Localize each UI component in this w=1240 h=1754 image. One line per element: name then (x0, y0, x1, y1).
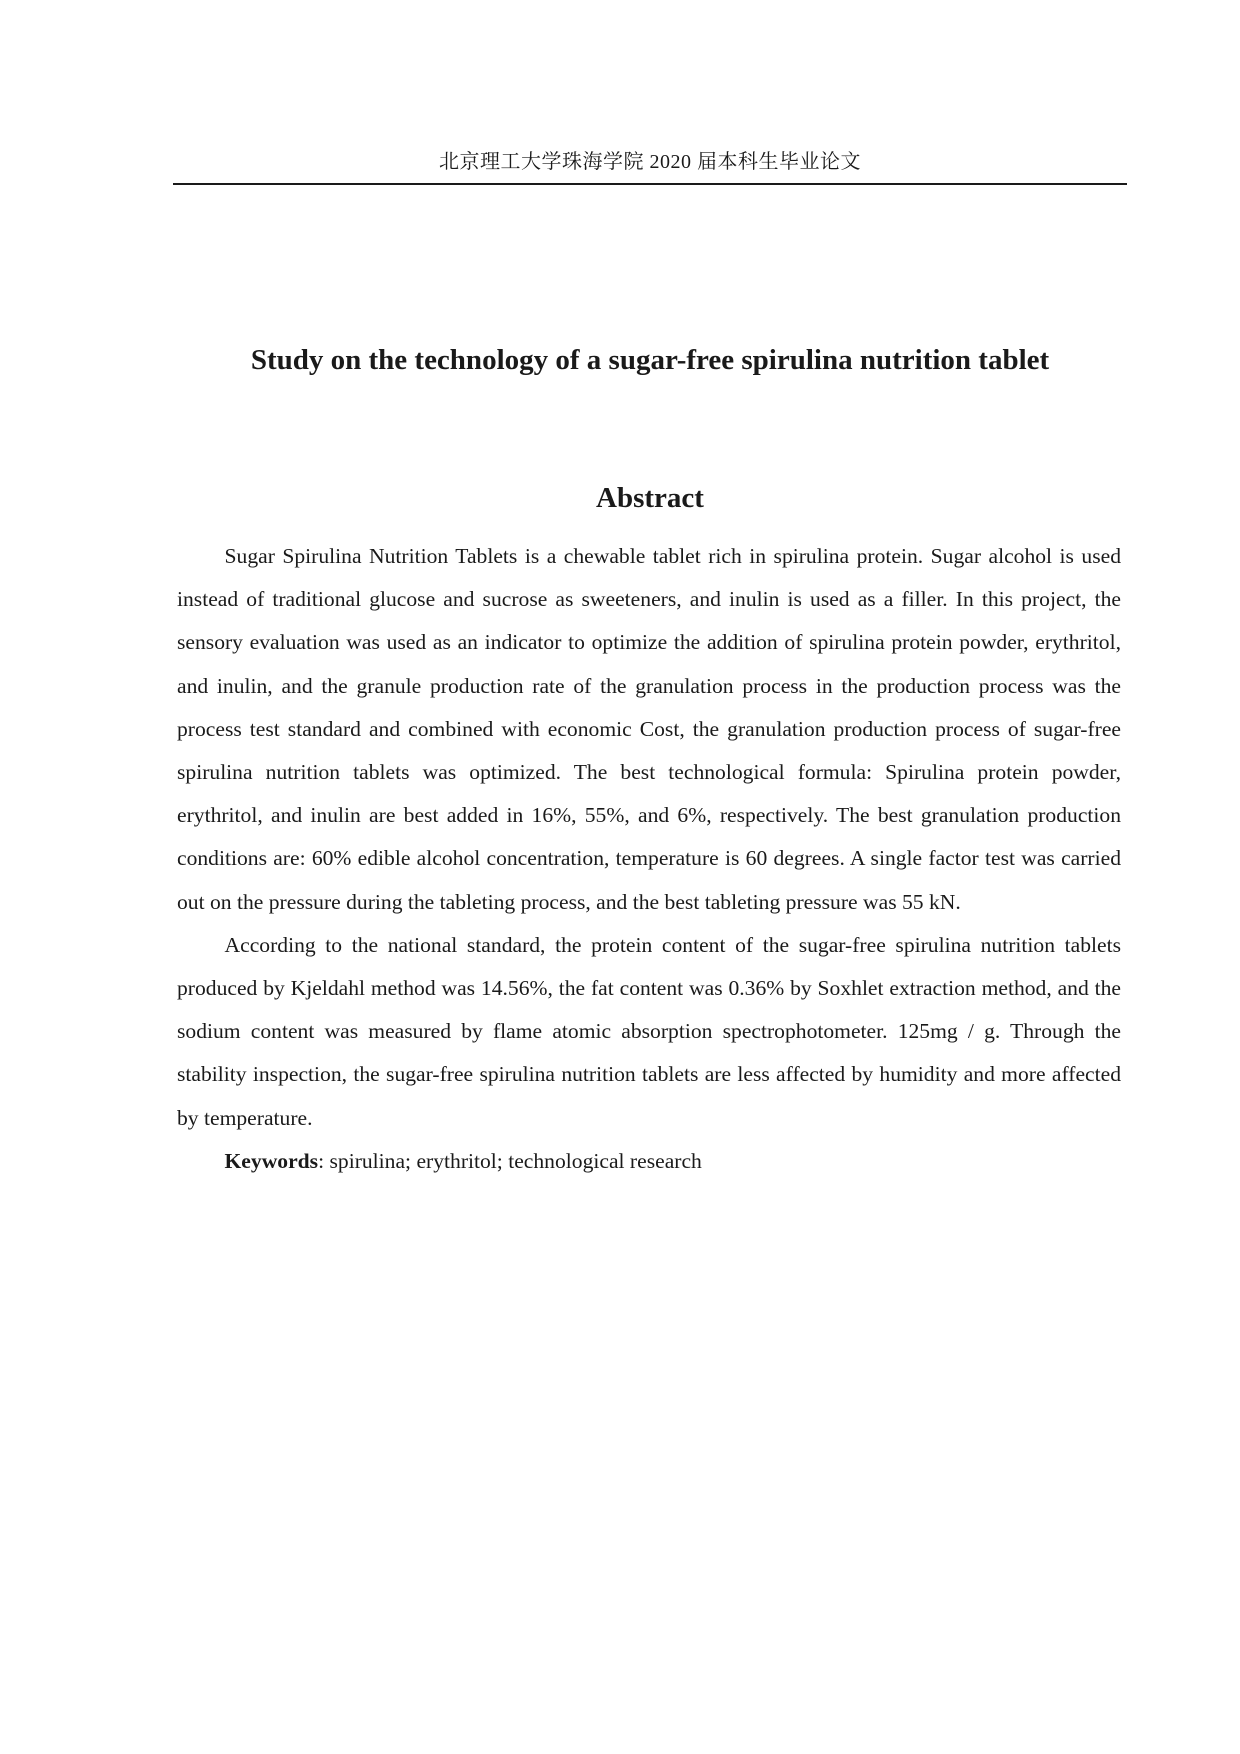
abstract-heading: Abstract (596, 482, 704, 514)
abstract-paragraph-2: According to the national standard, the protein content of the sugar-free spirulina nutrition tablets produced by Kjeldahl method was 14.56%, the fat content was 0.36% by Soxhlet extraction method, and the sodium content was measured by flame atomic absorption spectrophotometer. 125mg / g. Through the stability inspection, the sugar-free spirulina nutrition tablets are less affected by humidity and more affected by temperature. (177, 932, 1121, 1130)
running-header: 北京理工大学珠海学院 2020 届本科生毕业论文 (439, 151, 861, 173)
paper-title: Study on the technology of a sugar-free spirulina nutrition tablet (250, 344, 1050, 376)
abstract-paragraph-1: Sugar Spirulina Nutrition Tablets is a chewable tablet rich in spirulina protein. Sugar alcohol is used instead of traditional glucose and sucrose as sweeteners, and inulin is used as a filler. In this project, the sensory evaluation was used as an indicator to optimize the addition of spirulina protein powder, erythritol, and inulin, and the granule production rate of the granulation process in the production process was the process test standard and combined with economic Cost, the granulation production process of sugar-free spirulina nutrition tablets was optimized. The best technological formula: Spirulina protein powder, erythritol, and inulin are best added in 16%, 55%, and 6%, respectively. The best granulation production conditions are: 60% edible alcohol concentration, temperature is 60 degrees. A single factor test was carried out on the pressure during the tableting process, and the best tableting pressure was 55 kN. (177, 544, 1121, 914)
abstract-body (177, 535, 1121, 1183)
keywords-label: Keywords (224, 1148, 319, 1173)
keywords-text: : spirulina; erythritol; technological research (318, 1148, 702, 1173)
header-rule (173, 183, 1127, 185)
keywords-line (177, 1140, 1121, 1183)
